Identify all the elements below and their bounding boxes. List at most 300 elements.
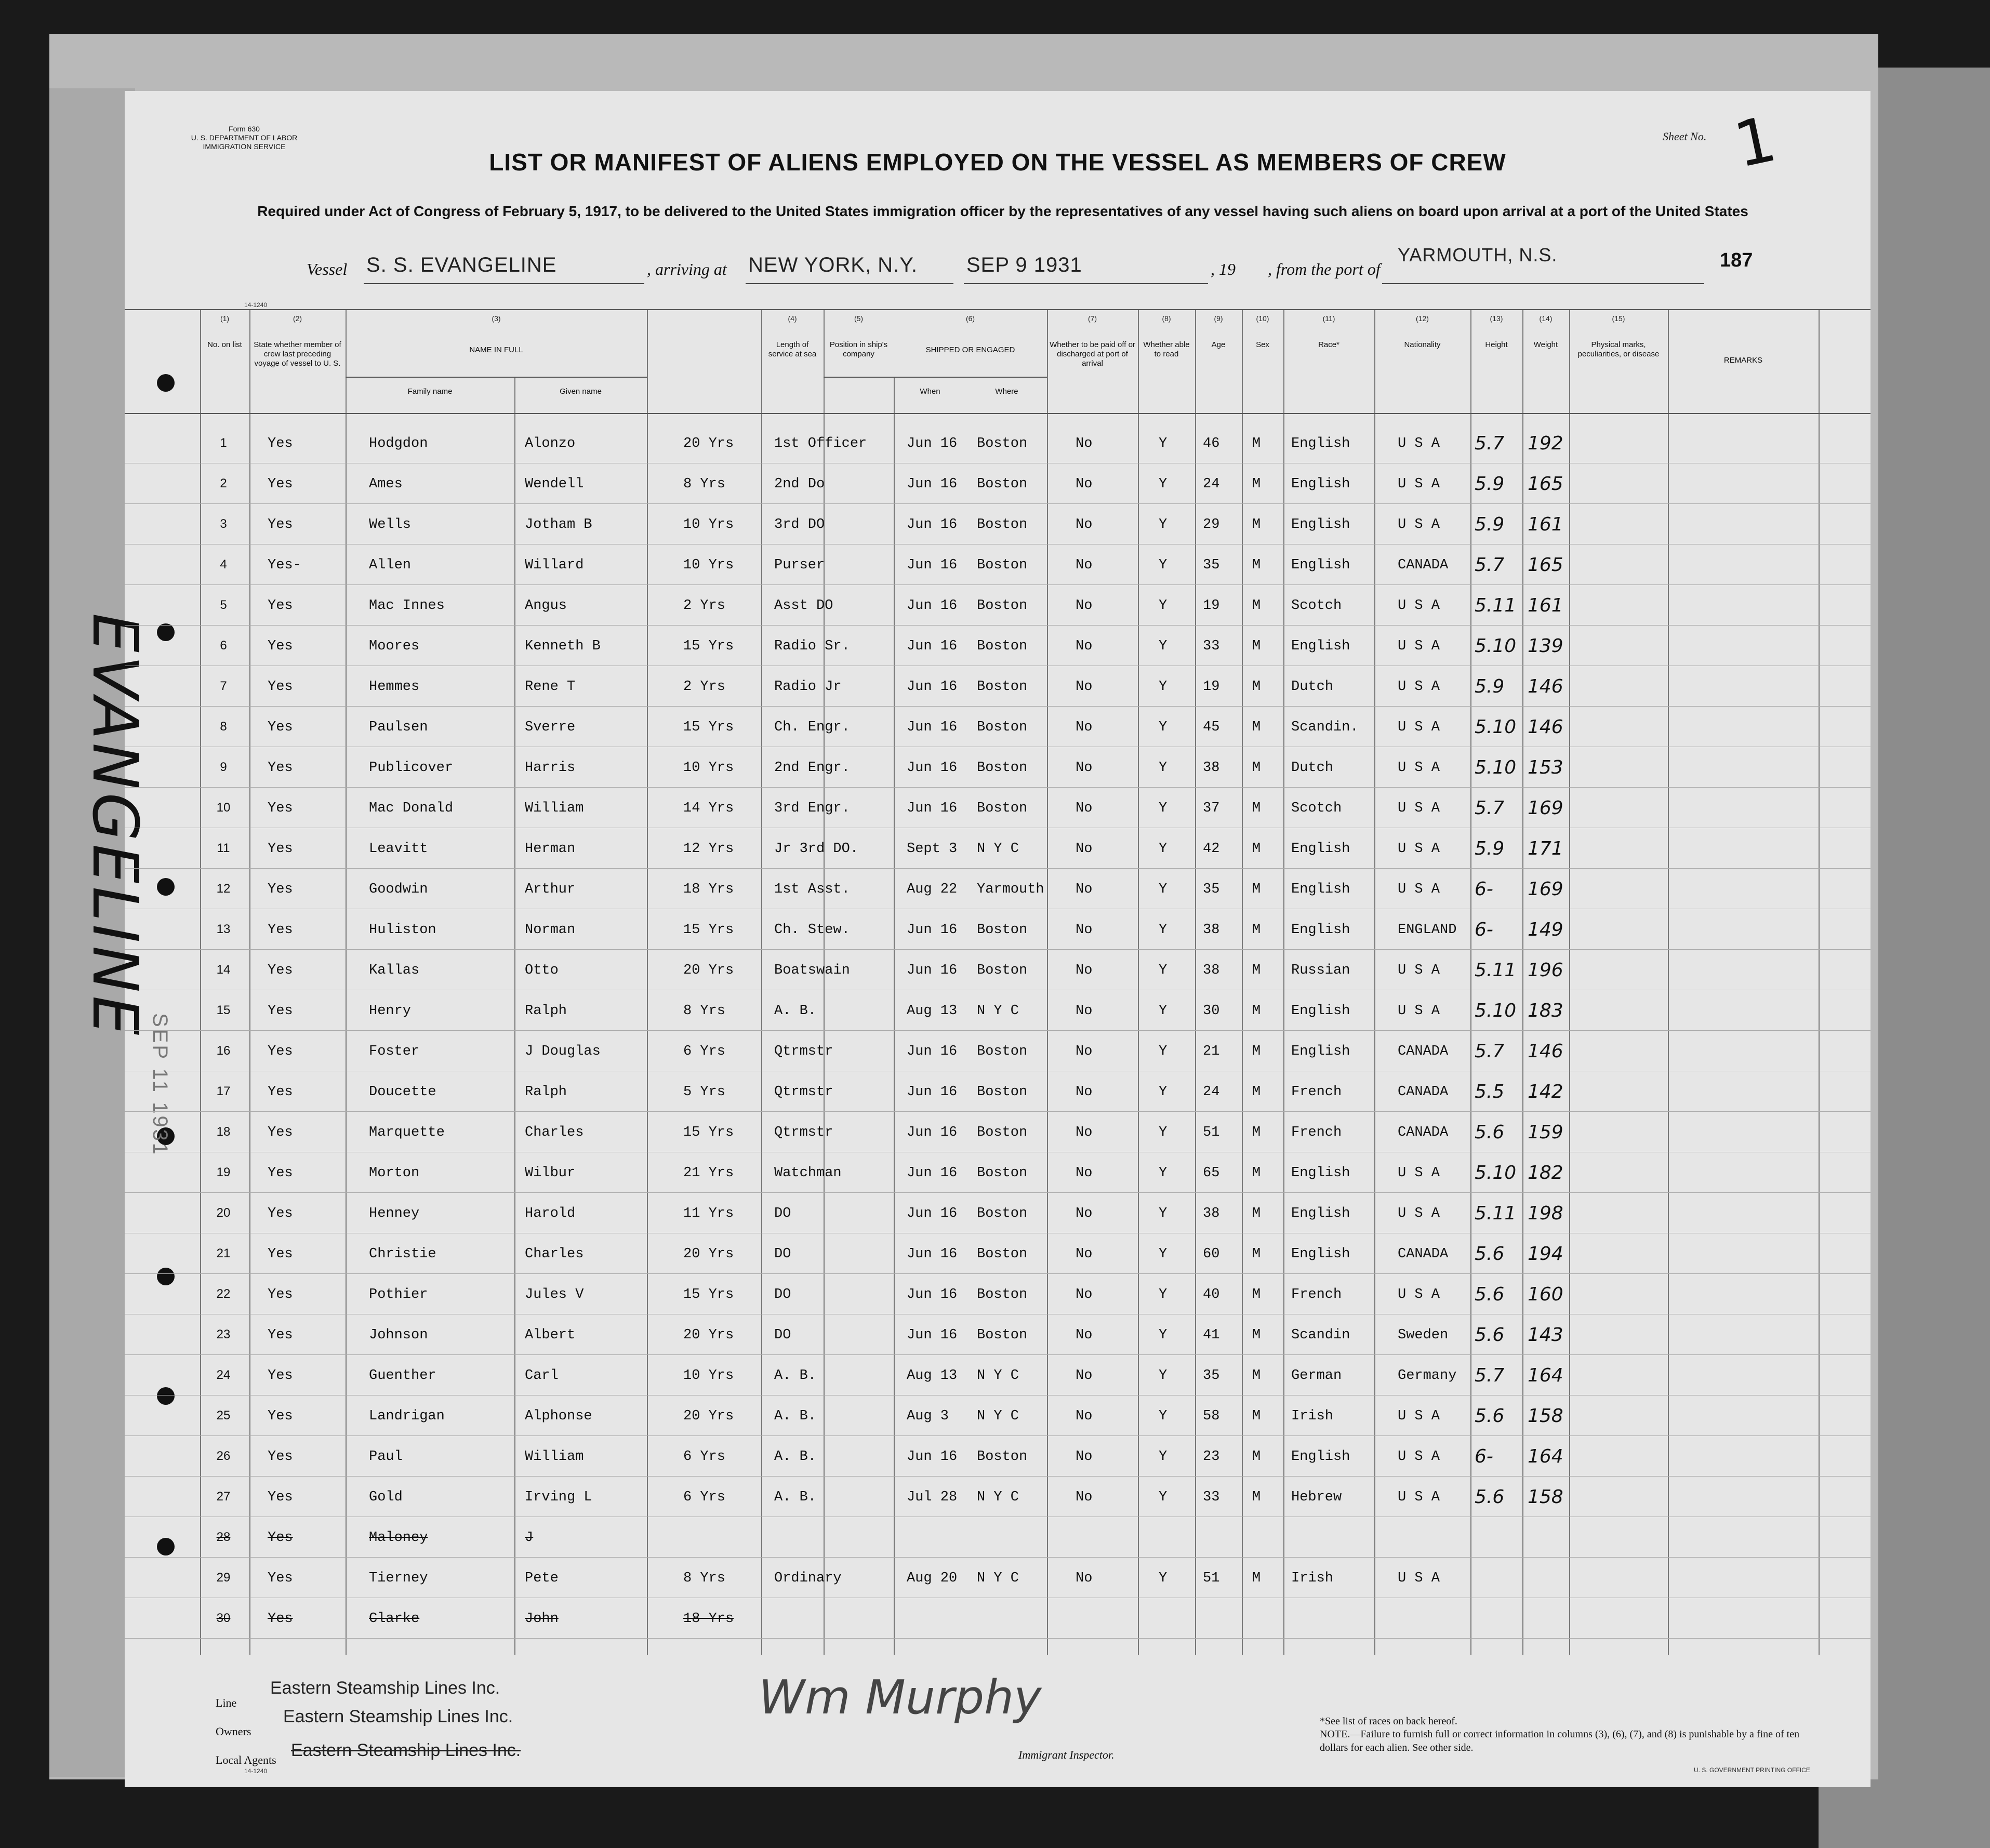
cell-position: 1st Officer (774, 436, 867, 451)
cell-when: Jun 16 (907, 1246, 958, 1262)
cell-race: Scotch (1291, 598, 1342, 614)
cell-paid: No (1076, 1327, 1093, 1343)
cell-sex: M (1252, 1125, 1261, 1140)
cell-family: Paul (369, 1449, 403, 1465)
cell-height: 5.6 (1475, 1122, 1505, 1143)
line-value: Eastern Steamship Lines Inc. (270, 1678, 500, 1698)
cell-read: Y (1159, 1084, 1168, 1100)
cell-paid: No (1076, 679, 1093, 695)
cell-family: Foster (369, 1044, 420, 1059)
cell-age: 40 (1203, 1287, 1220, 1302)
cell-weight: 165 (1528, 473, 1563, 495)
cell-paid: No (1076, 1571, 1093, 1586)
cell-given: J Douglas (525, 1044, 601, 1059)
cell-race: English (1291, 1449, 1350, 1465)
cell-service: 15 Yrs (683, 639, 734, 654)
cell-race: English (1291, 476, 1350, 492)
cell-where: N Y C (977, 1490, 1019, 1505)
cell-sex: M (1252, 598, 1261, 614)
cell-where: Boston (977, 598, 1028, 614)
race-note: *See list of races on back hereof. (1320, 1716, 1457, 1727)
cell-age: 46 (1203, 436, 1220, 451)
cell-sex: M (1252, 760, 1261, 776)
cell-height: 5.7 (1475, 797, 1505, 819)
cell-given: Angus (525, 598, 567, 614)
cell-service: 21 Yrs (683, 1165, 734, 1181)
cell-no: 2 (220, 476, 227, 490)
cell-prev: Yes (268, 639, 293, 654)
cell-family: Mac Innes (369, 598, 445, 614)
column-divider (1668, 309, 1669, 1655)
column-heading: State whether member of crew last preceding voyage of vessel to U. S. (254, 340, 341, 368)
cell-family: Mac Donald (369, 801, 454, 816)
cell-no: 8 (220, 720, 227, 734)
cell-sex: M (1252, 963, 1261, 978)
cell-sex: M (1252, 517, 1261, 533)
column-divider (200, 309, 201, 1655)
cell-weight: 169 (1528, 879, 1563, 900)
cell-sex: M (1252, 476, 1261, 492)
vessel-handwritten-note: EVANGELINE (78, 613, 151, 1039)
cell-where: Boston (977, 517, 1028, 533)
cell-service: 15 Yrs (683, 1287, 734, 1302)
cell-weight: 158 (1528, 1405, 1563, 1427)
cell-nat: U S A (1398, 720, 1440, 735)
cell-age: 38 (1203, 922, 1220, 938)
from-underline (1382, 283, 1704, 284)
cell-service: 20 Yrs (683, 1246, 734, 1262)
column-heading: Race* (1318, 340, 1339, 349)
column-heading: No. on list (207, 340, 242, 349)
cell-prev: Yes (268, 841, 293, 857)
cell-nat: Sweden (1398, 1327, 1449, 1343)
cell-when: Jun 16 (907, 557, 958, 573)
cell-read: Y (1159, 882, 1168, 897)
cell-family: Marquette (369, 1125, 445, 1140)
cell-race: English (1291, 1206, 1350, 1221)
vessel-name: S. S. EVANGELINE (366, 254, 557, 276)
form-header (156, 125, 333, 151)
cell-when: Jun 16 (907, 598, 958, 614)
cell-family: Johnson (369, 1327, 428, 1343)
cell-no: 21 (216, 1246, 231, 1260)
cell-race: English (1291, 1044, 1350, 1059)
cell-where: Boston (977, 1044, 1028, 1059)
footer-code: 14-1240 (244, 1767, 268, 1775)
cell-nat: U S A (1398, 1490, 1440, 1505)
cell-race: English (1291, 1246, 1350, 1262)
cell-position: DO (774, 1206, 791, 1221)
cell-weight: 196 (1528, 960, 1563, 981)
column-number: (4) (788, 314, 797, 323)
column-heading: Sex (1256, 340, 1269, 349)
cell-race: Scandin (1291, 1327, 1350, 1343)
cell-when: Jun 16 (907, 679, 958, 695)
cell-age: 19 (1203, 679, 1220, 695)
cell-no: 9 (220, 760, 227, 774)
line-label: Line (216, 1696, 237, 1709)
cell-age: 19 (1203, 598, 1220, 614)
row-rule (125, 1030, 1870, 1031)
row-rule (125, 503, 1870, 504)
cell-read: Y (1159, 1206, 1168, 1221)
column-divider (1819, 309, 1820, 1655)
cell-where: N Y C (977, 1571, 1019, 1586)
cell-sex: M (1252, 882, 1261, 897)
cell-position: Jr 3rd DO. (774, 841, 859, 857)
cell-race: English (1291, 922, 1350, 938)
column-divider (249, 309, 250, 1655)
cell-family: Clarke (369, 1611, 420, 1627)
cell-prev: Yes (268, 882, 293, 897)
cell-service: 8 Yrs (683, 1003, 726, 1019)
cell-given: J (525, 1530, 534, 1546)
column-number: (1) (220, 314, 230, 323)
penalty-note: NOTE.—Failure to furnish full or correct information in columns (3), (6), (7), and (8) is punishable by a fine of ten dollars for each alien. See other side. (1320, 1729, 1800, 1753)
cell-paid: No (1076, 476, 1093, 492)
cell-family: Leavitt (369, 841, 428, 857)
cell-age: 33 (1203, 1490, 1220, 1505)
row-rule (125, 706, 1870, 707)
cell-weight: 153 (1528, 757, 1563, 778)
cell-sex: M (1252, 1408, 1261, 1424)
cell-race: French (1291, 1287, 1342, 1302)
row-rule (125, 1111, 1870, 1112)
column-divider (647, 309, 648, 1655)
cell-height: 5.6 (1475, 1284, 1505, 1305)
column-number: (11) (1322, 314, 1335, 323)
cell-no: 10 (216, 801, 231, 815)
cell-sex: M (1252, 679, 1261, 695)
cell-given: William (525, 1449, 584, 1465)
cell-nat: U S A (1398, 1206, 1440, 1221)
cell-given: Alphonse (525, 1408, 592, 1424)
cell-read: Y (1159, 1044, 1168, 1059)
cell-height: 5.6 (1475, 1324, 1505, 1346)
cell-height: 5.10 (1475, 1162, 1517, 1184)
cell-sex: M (1252, 841, 1261, 857)
inspector-label: Immigrant Inspector. (1018, 1748, 1115, 1761)
cell-given: Rene T (525, 679, 576, 695)
cell-when: Aug 3 (907, 1408, 949, 1424)
cell-nat: U S A (1398, 1408, 1440, 1424)
cell-read: Y (1159, 922, 1168, 938)
cell-height: 5.7 (1475, 1041, 1505, 1062)
cell-sex: M (1252, 720, 1261, 735)
cell-read: Y (1159, 841, 1168, 857)
cell-height: 5.9 (1475, 473, 1505, 495)
cell-sex: M (1252, 1206, 1261, 1221)
cell-weight: 142 (1528, 1081, 1563, 1102)
cell-when: Jun 16 (907, 1206, 958, 1221)
cell-nat: Germany (1398, 1368, 1457, 1384)
cell-sex: M (1252, 1246, 1261, 1262)
cell-paid: No (1076, 841, 1093, 857)
cell-weight: 164 (1528, 1365, 1563, 1386)
cell-read: Y (1159, 598, 1168, 614)
owners-label: Owners (216, 1725, 251, 1738)
column-divider (1522, 309, 1523, 1655)
column-heading: REMARKS (1723, 356, 1763, 365)
cell-sex: M (1252, 1571, 1261, 1586)
cell-height: 5.5 (1475, 1081, 1505, 1102)
cell-race: Irish (1291, 1408, 1334, 1424)
cell-height: 5.11 (1475, 1203, 1517, 1224)
cell-height: 5.9 (1475, 514, 1505, 535)
cell-age: 38 (1203, 963, 1220, 978)
cell-height: 5.6 (1475, 1243, 1505, 1265)
cell-race: English (1291, 436, 1350, 451)
cell-paid: No (1076, 1165, 1093, 1181)
cell-prev: Yes (268, 1611, 293, 1627)
cell-nat: U S A (1398, 1449, 1440, 1465)
cell-race: German (1291, 1368, 1342, 1384)
cell-family: Goodwin (369, 882, 428, 897)
cell-height: 5.9 (1475, 676, 1505, 697)
subheading-where: Where (995, 387, 1018, 396)
cell-nat: U S A (1398, 639, 1440, 654)
cell-given: Pete (525, 1571, 559, 1586)
cell-given: Sverre (525, 720, 576, 735)
cell-weight: 192 (1528, 433, 1563, 454)
cell-read: Y (1159, 557, 1168, 573)
sheet-number: 1 (1728, 103, 1782, 182)
cell-where: Boston (977, 1206, 1028, 1221)
cell-height: 6- (1475, 879, 1493, 900)
cell-weight: 169 (1528, 797, 1563, 819)
cell-nat: U S A (1398, 1287, 1440, 1302)
cell-where: Boston (977, 801, 1028, 816)
cell-height: 5.11 (1475, 595, 1517, 616)
cell-service: 15 Yrs (683, 922, 734, 938)
row-rule (125, 1354, 1870, 1355)
cell-where: Boston (977, 760, 1028, 776)
cell-weight: 143 (1528, 1324, 1563, 1346)
side-code: 14-1240 (244, 301, 268, 309)
cell-paid: No (1076, 1368, 1093, 1384)
cell-read: Y (1159, 1003, 1168, 1019)
cell-age: 58 (1203, 1408, 1220, 1424)
column-number: (8) (1162, 314, 1171, 323)
cell-weight: 139 (1528, 635, 1563, 657)
cell-paid: No (1076, 1003, 1093, 1019)
column-divider (1138, 309, 1139, 1655)
cell-position: Qtrmstr (774, 1125, 833, 1140)
cell-read: Y (1159, 760, 1168, 776)
cell-sex: M (1252, 1449, 1261, 1465)
cell-no: 14 (216, 963, 231, 977)
cell-no: 13 (216, 922, 231, 936)
cell-when: Jun 16 (907, 1125, 958, 1140)
header-rule (125, 413, 1870, 414)
cell-read: Y (1159, 517, 1168, 533)
cell-age: 35 (1203, 882, 1220, 897)
cell-no: 30 (216, 1611, 231, 1625)
cell-family: Guenther (369, 1368, 436, 1384)
cell-prev: Yes (268, 1246, 293, 1262)
cell-age: 35 (1203, 557, 1220, 573)
cell-position: A. B. (774, 1408, 817, 1424)
cell-service: 20 Yrs (683, 436, 734, 451)
cell-read: Y (1159, 1449, 1168, 1465)
cell-age: 45 (1203, 720, 1220, 735)
cell-service: 14 Yrs (683, 801, 734, 816)
cell-paid: No (1076, 1408, 1093, 1424)
cell-family: Pothier (369, 1287, 428, 1302)
cell-sex: M (1252, 1044, 1261, 1059)
cell-prev: Yes (268, 598, 293, 614)
cell-no: 22 (216, 1287, 231, 1301)
cell-family: Christie (369, 1246, 436, 1262)
cell-when: Jun 16 (907, 1287, 958, 1302)
column-heading: Nationality (1404, 340, 1441, 349)
cell-race: Dutch (1291, 679, 1334, 695)
owners-value: Eastern Steamship Lines Inc. (283, 1707, 513, 1726)
cell-where: Yarmouth (977, 882, 1044, 897)
cell-when: Aug 13 (907, 1003, 958, 1019)
cell-when: Jun 16 (907, 1327, 958, 1343)
column-number: (5) (854, 314, 864, 323)
column-number: (9) (1214, 314, 1223, 323)
row-rule (125, 584, 1870, 585)
cell-weight: 171 (1528, 838, 1563, 859)
cell-given: Charles (525, 1246, 584, 1262)
cell-family: Hodgdon (369, 436, 428, 451)
cell-service: 15 Yrs (683, 720, 734, 735)
cell-race: English (1291, 841, 1350, 857)
cell-position: 2nd Do (774, 476, 825, 492)
cell-when: Jun 16 (907, 517, 958, 533)
column-number: (7) (1087, 314, 1097, 323)
cell-sex: M (1252, 922, 1261, 938)
cell-age: 24 (1203, 476, 1220, 492)
cell-family: Wells (369, 517, 412, 533)
cell-race: Scotch (1291, 801, 1342, 816)
arriving-label: , arriving at (647, 260, 727, 278)
cell-given: Otto (525, 963, 559, 978)
column-number: (10) (1256, 314, 1269, 323)
cell-where: N Y C (977, 1003, 1019, 1019)
cell-given: Irving L (525, 1490, 592, 1505)
cell-weight: 146 (1528, 676, 1563, 697)
cell-age: 35 (1203, 1368, 1220, 1384)
column-number: (3) (492, 314, 501, 323)
column-number: (2) (293, 314, 302, 323)
cell-paid: No (1076, 1206, 1093, 1221)
column-heading: SHIPPED OR ENGAGED (925, 345, 1015, 354)
cell-service: 20 Yrs (683, 963, 734, 978)
cell-when: Jun 16 (907, 801, 958, 816)
cell-when: Jun 16 (907, 1449, 958, 1465)
cell-service: 10 Yrs (683, 1368, 734, 1384)
cell-read: Y (1159, 801, 1168, 816)
cell-height: 6- (1475, 919, 1493, 940)
sheet-label: Sheet No. (1663, 130, 1707, 143)
cell-read: Y (1159, 1165, 1168, 1181)
cell-given: William (525, 801, 584, 816)
cell-paid: No (1076, 639, 1093, 654)
cell-height: 5.7 (1475, 554, 1505, 576)
vessel-label: Vessel (307, 260, 348, 278)
cell-prev: Yes (268, 1327, 293, 1343)
cell-race: English (1291, 517, 1350, 533)
subheading-family: Family name (407, 387, 453, 396)
cell-height: 6- (1475, 1446, 1493, 1467)
cell-prev: Yes (268, 1530, 293, 1546)
cell-weight: 165 (1528, 554, 1563, 576)
column-heading: Physical marks, peculiarities, or disease (1577, 340, 1660, 358)
cell-weight: 164 (1528, 1446, 1563, 1467)
cell-nat: CANADA (1398, 1125, 1449, 1140)
received-date-stamp: SEP 11 1931 (149, 1013, 171, 1157)
cell-given: Wilbur (525, 1165, 576, 1181)
cell-race: Russian (1291, 963, 1350, 978)
cell-position: 3rd Engr. (774, 801, 850, 816)
cell-no: 28 (216, 1530, 231, 1544)
cell-race: English (1291, 1165, 1350, 1181)
cell-family: Huliston (369, 922, 436, 938)
cell-race: Hebrew (1291, 1490, 1342, 1505)
cell-when: Jun 16 (907, 760, 958, 776)
cell-nat: U S A (1398, 760, 1440, 776)
cell-age: 41 (1203, 1327, 1220, 1343)
cell-height: 5.6 (1475, 1405, 1505, 1427)
subheading-given: Given name (560, 387, 602, 396)
cell-service: 2 Yrs (683, 679, 726, 695)
cell-age: 24 (1203, 1084, 1220, 1100)
inspector-signature: Wm Murphy (759, 1670, 1042, 1725)
cell-when: Jun 16 (907, 720, 958, 735)
cell-service: 18 Yrs (683, 1611, 734, 1627)
cell-no: 12 (216, 882, 231, 896)
cell-race: English (1291, 882, 1350, 897)
cell-weight: 161 (1528, 514, 1563, 535)
cell-sex: M (1252, 1368, 1261, 1384)
cell-service: 20 Yrs (683, 1408, 734, 1424)
cell-height: 5.6 (1475, 1486, 1505, 1508)
row-rule (125, 625, 1870, 626)
cell-height: 5.10 (1475, 635, 1517, 657)
column-heading: Age (1211, 340, 1226, 349)
cell-position: 2nd Engr. (774, 760, 850, 776)
cell-race: French (1291, 1084, 1342, 1100)
cell-service: 2 Yrs (683, 598, 726, 614)
row-rule (125, 1638, 1870, 1639)
cell-service: 18 Yrs (683, 882, 734, 897)
cell-service: 15 Yrs (683, 1125, 734, 1140)
cell-sex: M (1252, 1084, 1261, 1100)
cell-weight: 158 (1528, 1486, 1563, 1508)
cell-given: Harold (525, 1206, 576, 1221)
subheader-rule (346, 377, 647, 378)
cell-weight: 198 (1528, 1203, 1563, 1224)
cell-read: Y (1159, 476, 1168, 492)
cell-nat: CANADA (1398, 1084, 1449, 1100)
column-divider (1195, 309, 1196, 1655)
column-divider (824, 309, 825, 1655)
cell-when: Sept 3 (907, 841, 958, 857)
cell-where: N Y C (977, 1368, 1019, 1384)
cell-where: Boston (977, 639, 1028, 654)
cell-given: Charles (525, 1125, 584, 1140)
cell-no: 23 (216, 1327, 231, 1341)
cell-race: Dutch (1291, 760, 1334, 776)
cell-no: 16 (216, 1044, 231, 1058)
cell-family: Morton (369, 1165, 420, 1181)
cell-prev: Yes (268, 679, 293, 695)
cell-when: Jul 28 (907, 1490, 958, 1505)
column-divider (1242, 309, 1243, 1655)
